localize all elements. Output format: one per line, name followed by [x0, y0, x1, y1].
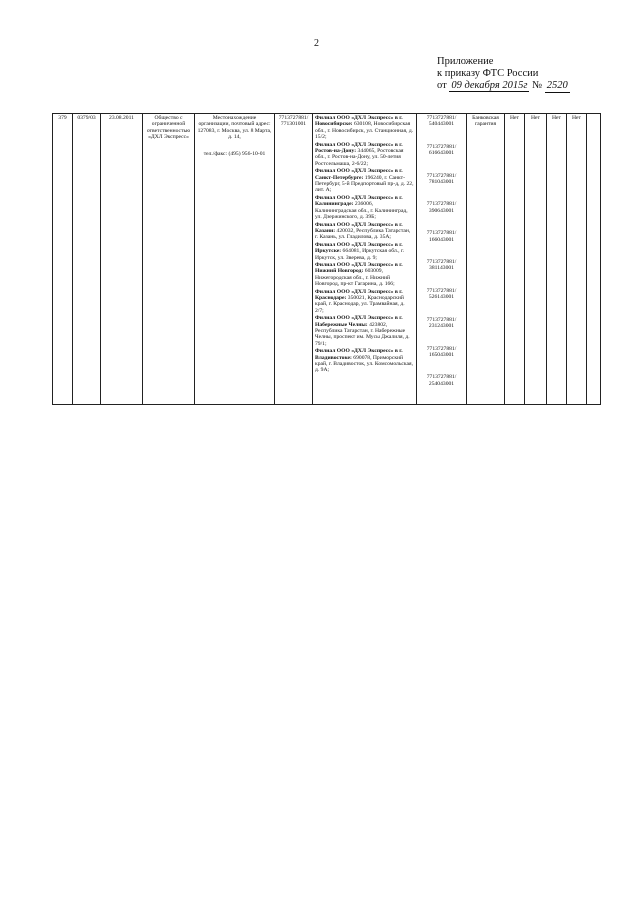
- page-number: 2: [314, 38, 319, 49]
- cell-branches: [313, 114, 417, 405]
- cell-col-e: [587, 114, 601, 405]
- branch-item: Филиал ООО «ДХЛ Экспресс» в г. Ростов-на-Дону: 344065, Ростовская обл., г. Ростов-на-Дону, ул. 50-летия Ростсельмаша, 2-6/22;: [315, 141, 404, 167]
- cell-col-a: Нет: [505, 114, 525, 405]
- branch-inn: 7713727881/ 166043001: [426, 230, 457, 243]
- branch-item: Филиал ООО «ДХЛ Экспресс» в г. Набережные Челны: 423802, Республика Татарстан, г. Набережные Челны, проспект им. Мусы Джалиля, д. 79/1;: [315, 315, 410, 347]
- cell-inn-kpp: 7713727881/ 771301001: [275, 114, 313, 405]
- cell-reg-no: 0379/03: [73, 114, 101, 405]
- branch-inn: 7713727881/ 616643001: [426, 143, 457, 157]
- cell-col-d: Нет: [567, 114, 587, 405]
- branch-inn: 7713727881/ 254043001: [426, 374, 457, 387]
- branch-inn: 7713727881/ 381143001: [426, 259, 457, 272]
- cell-branch-inn-kpp: [417, 114, 467, 405]
- branch-inn: 7713727881/ 781043001: [426, 172, 457, 186]
- appendix-number-sign: №: [532, 80, 543, 91]
- appendix-date: 09 декабря 2015г: [451, 80, 528, 91]
- branch-inn: 7713727881/ 540443001: [426, 115, 457, 128]
- branch-inn: 7713727881/ 390643001: [426, 201, 457, 214]
- phone-text: тел./факс: (495) 956-10-01: [203, 150, 266, 157]
- branch-inn: 7713727881/ 231243001: [426, 316, 457, 330]
- appendix-order-ref: к приказу ФТС России: [437, 68, 539, 79]
- branch-item: Филиал ООО «ДХЛ Экспресс» в г. Владивостоке: 690078, Приморский край, г. Владивосток, ул. Комсомольская, д. 9А;: [315, 348, 413, 374]
- cell-number: 379: [53, 114, 73, 405]
- branch-item: Филиал ООО «ДХЛ Экспресс» в г. Калининграде: 236006, Калининградская обл., г. Калининград, ул. Дзержинского, д. 39Б;: [315, 194, 408, 221]
- branch-item: Филиал ООО «ДХЛ Экспресс» в г. Иркутске: 664081, Иркутская обл., г. Иркутск, ул. Зверева, д. 9;: [315, 241, 405, 261]
- appendix-date-line: [437, 80, 570, 93]
- cell-col-b: Нет: [525, 114, 547, 405]
- branch-inn: 7713727881/ 526143001: [426, 287, 457, 301]
- appendix-title: Приложение: [437, 56, 494, 67]
- cell-org-name: Общество с ограниченной ответственностью «ДХЛ Экспресс»: [143, 114, 195, 405]
- branch-item: Филиал ООО «ДХЛ Экспресс» в г. Казани: 420032, Республика Татарстан, г. Казань, ул. Гладилова, д. 35А;: [315, 221, 411, 241]
- cell-col-c: Нет: [547, 114, 567, 405]
- appendix-from: от: [437, 80, 447, 91]
- branch-item: Филиал ООО «ДХЛ Экспресс» в г. Краснодаре: 350021, Краснодарский край, г. Краснодар, ул. Трамвайная, д. 2/7;: [315, 288, 405, 314]
- branch-item: Филиал ООО «ДХЛ Экспресс» в г. Санкт-Петербурге: 196240, г. Санкт-Петербург, 5-й Предпортовый пр-д, д. 22, лит. А;: [315, 168, 414, 194]
- cell-security: Банковская гарантия: [467, 114, 505, 405]
- branch-item: Филиал ООО «ДХЛ Экспресс» в г. Новосибирске: 630108, Новосибирская обл., г. Новосибирск, ул. Станционная, д. 15/2;: [315, 115, 414, 141]
- cell-date: 23.08.2011: [101, 114, 143, 405]
- location-text: Местонахождение организации, почтовый адрес: 127083, г. Москва, ул. 8 Марта, д. 14,: [197, 115, 272, 141]
- table-row: [53, 114, 601, 405]
- appendix-number: 2520: [546, 80, 568, 91]
- branch-item: Филиал ООО «ДХЛ Экспресс» в г. Нижний Новгород: 603009, Нижегородская обл., г. Нижний Новгород, пр-кт Гагарина, д. 166;: [315, 261, 403, 288]
- cell-location: [195, 114, 275, 405]
- appendix-header: [437, 56, 570, 93]
- registry-table: [52, 113, 601, 405]
- branch-inn: 7713727881/ 165043001: [426, 345, 457, 358]
